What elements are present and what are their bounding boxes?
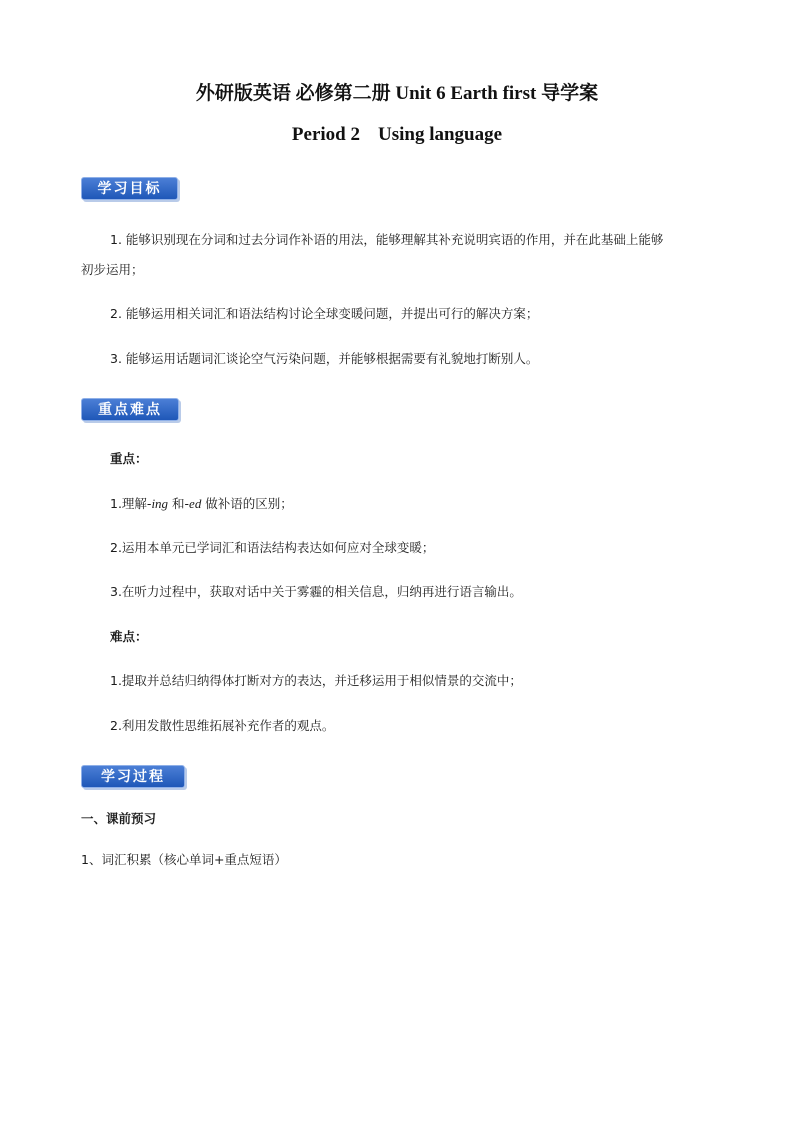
period-topic: Using language bbox=[378, 124, 503, 145]
period-label: Period 2 bbox=[291, 124, 360, 145]
subsection-vocabulary: 1、词汇积累（核心单词+重点短语） bbox=[81, 852, 287, 867]
key-item-1-ed: ed bbox=[189, 496, 202, 511]
key-item-1-suffix: 做补语的区别； bbox=[201, 496, 293, 511]
objectives-badge: 学习目标 bbox=[81, 177, 178, 200]
objective-item-3: 3. 能够运用话题词汇谈论空气污染问题，并能够根据需要有礼貌地打断别人。 bbox=[110, 351, 539, 366]
difficulty-item-1: 1.提取并总结归纳得体打断对方的表达，并迁移运用于相似情景的交流中； bbox=[110, 673, 522, 688]
key-item-1-prefix: 1.理解- bbox=[110, 496, 152, 511]
key-item-1 bbox=[110, 494, 293, 514]
key-item-2: 2.运用本单元已学词汇和语法结构表达如何应对全球变暖； bbox=[110, 540, 435, 555]
key-item-1-ing: ing bbox=[151, 496, 169, 511]
key-heading: 重点： bbox=[110, 451, 148, 466]
objective-item-1: 1. 能够识别现在分词和过去分词作补语的用法，能够理解其补充说明宾语的作用，并在此基础上能够 bbox=[110, 232, 664, 247]
process-badge: 学习过程 bbox=[81, 765, 185, 788]
period-title bbox=[0, 123, 794, 147]
difficulty-item-2: 2.利用发散性思维拓展补充作者的观点。 bbox=[110, 718, 335, 733]
key-item-3: 3.在听力过程中，获取对话中关于雾霾的相关信息，归纳再进行语言输出。 bbox=[110, 584, 522, 599]
objective-item-1-continued: 初步运用； bbox=[81, 262, 144, 277]
document-title: 外研版英语 必修第二册 Unit 6 Earth first 导学案 bbox=[195, 83, 599, 104]
section-heading-preview: 一、课前预习 bbox=[81, 811, 157, 826]
difficulty-heading: 难点： bbox=[110, 629, 148, 644]
key-item-1-mid: 和- bbox=[168, 496, 190, 511]
key-points-badge: 重点难点 bbox=[81, 398, 179, 421]
objective-item-2: 2. 能够运用相关词汇和语法结构讨论全球变暖问题，并提出可行的解决方案； bbox=[110, 306, 539, 321]
